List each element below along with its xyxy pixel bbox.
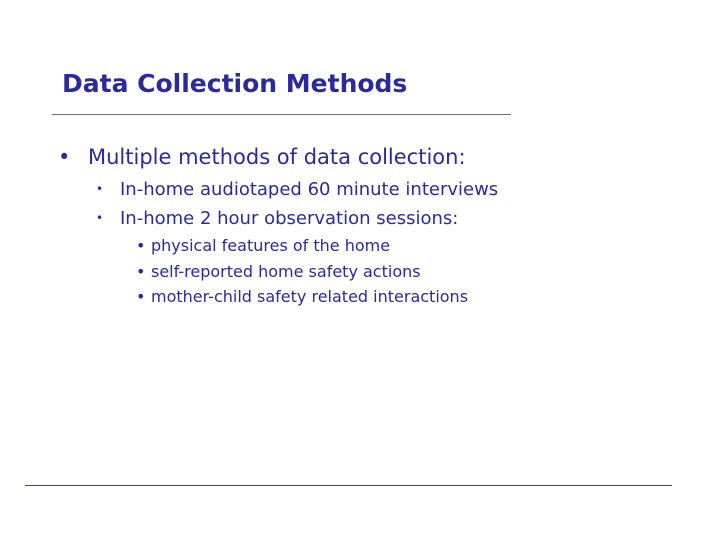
bullet-level1-item <box>58 144 466 170</box>
bullet-level3-item <box>136 236 390 256</box>
title-underline-divider <box>52 114 511 115</box>
bullet-text: In-home audiotaped 60 minute interviews <box>120 179 499 200</box>
footer-divider <box>25 485 672 486</box>
bullet-level3-item <box>136 287 468 307</box>
bullet-text: In-home 2 hour observation sessions: <box>120 208 459 229</box>
bullet-level2-item <box>96 207 458 230</box>
bullet-text: mother-child safety related interactions <box>151 287 469 306</box>
bullet-level3-item <box>136 262 421 282</box>
slide-title: Data Collection Methods <box>62 69 408 98</box>
bullet-dot-icon: • <box>96 211 104 225</box>
bullet-text: physical features of the home <box>151 236 391 255</box>
bullet-dot-icon: • <box>96 182 104 196</box>
bullet-dot-icon: • <box>136 262 146 281</box>
bullet-dot-icon: • <box>58 145 71 169</box>
bullet-level2-item <box>96 178 498 201</box>
bullet-text: Multiple methods of data collection: <box>88 145 466 169</box>
bullet-dot-icon: • <box>136 236 146 255</box>
bullet-dot-icon: • <box>136 287 146 306</box>
bullet-text: self-reported home safety actions <box>151 262 421 281</box>
